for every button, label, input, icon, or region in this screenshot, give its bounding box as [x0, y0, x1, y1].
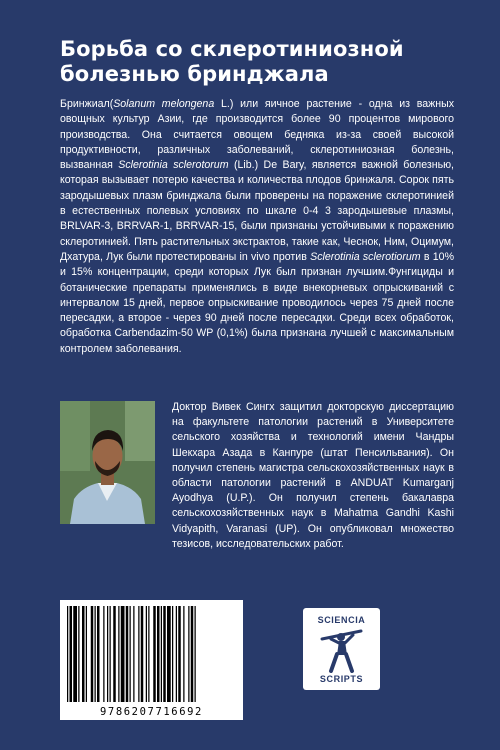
barcode-bars — [60, 600, 243, 705]
barcode-bar — [141, 606, 144, 702]
isbn-barcode — [60, 600, 243, 720]
barcode-bar — [161, 606, 162, 702]
barcode-bar — [183, 606, 184, 702]
barcode-bar — [126, 606, 129, 702]
author-photo — [60, 401, 155, 524]
barcode-bar — [133, 606, 134, 702]
barcode-bar — [78, 606, 79, 702]
barcode-bar — [138, 606, 139, 702]
abstract-latin-2: Sclerotinia sclerotorum — [118, 159, 229, 172]
barcode-bar — [157, 606, 160, 702]
author-bio: Доктор Вивек Сингх защитил докторскую диссертацию на факультете патологии растений в Университете сельского хозяйства и технологий имени Чандры Шекхара Азада в Канпуре (штат Пенсильвания). Он получил степень магистра сельскохозяйственных наук в области патологии растений в ANDUAT Kumarganj Ayodhya (U.P.). Он получил степень бакалавра сельскохозяйственных наук в Mahatma Gandhi Kashi Vidyapith, Varanasi (UP). Он опубликовал множество тезисов, исследовательских работ. — [172, 401, 454, 550]
barcode-bar — [70, 606, 73, 702]
barcode-bar — [178, 606, 181, 702]
barcode-bar — [67, 606, 68, 702]
barcode-bar — [195, 606, 196, 702]
barcode-bar — [146, 606, 147, 702]
barcode-bar — [95, 606, 96, 702]
author-portrait-illustration — [60, 401, 155, 524]
barcode-bar — [148, 606, 149, 702]
barcode-bar — [91, 606, 94, 702]
abstract-part-3: (Lib.) De Bary, является важной болезнью, которая вызывает потерю качества и количества плодов бринжаля. Сорок пять зародышевых плазм бринджала были проверены на поражение склеротинией в естественных полевых условиях по шкале 0-4 3 зародышевые плазмы, BRLVAR-3, BRRVAR-1, BRRVAR-15, были признаны устойчивыми к поражению склеротинией. Пять растительных экстрактов, такие как, Чеснок, Ним, Оцимум, Дхатура, Лук были протестированы in vivo против — [60, 159, 454, 263]
book-title: Борьба со склеротиниозной болезнью бринджала — [60, 37, 404, 86]
abstract-latin-3: Sclerotinia sclerotiorum — [310, 250, 421, 263]
publisher-name-bottom: SCRIPTS — [319, 674, 364, 684]
barcode-bar — [97, 606, 100, 702]
barcode-bar — [73, 606, 77, 702]
isbn-number: 9786207716692 — [100, 706, 203, 718]
barcode-bar — [163, 606, 166, 702]
barcode-bar — [107, 606, 108, 702]
barcode-bar — [118, 606, 119, 702]
barcode-bar — [172, 606, 173, 702]
publisher-name-top: SCIENCIA — [317, 615, 366, 625]
publisher-logo — [303, 608, 380, 690]
barcode-bar — [188, 606, 189, 702]
abstract-part-2: L.) или яичное растение - одна из важных овощных культур Азии, где производится более 90 процентов мирового производства. Она считается овощем бедняка из-за своей высокой продуктивности, различных заболеваний, склеротиниозная болезнь, вызванная — [60, 98, 454, 172]
book-abstract — [60, 97, 454, 357]
barcode-bar — [153, 606, 156, 702]
barcode-bar — [86, 606, 87, 702]
barcode-bar — [121, 606, 125, 702]
abstract-part-1: Бринжиал( — [60, 98, 114, 110]
barcode-bar — [167, 606, 171, 702]
barcode-bar — [103, 606, 104, 702]
barcode-bar — [176, 606, 177, 702]
barcode-bar — [191, 606, 194, 702]
barcode-bar — [110, 606, 111, 702]
barcode-bar — [113, 606, 116, 702]
publisher-figure-icon — [319, 627, 364, 673]
barcode-bar — [130, 606, 131, 702]
abstract-part-4: в 10% и 15% концентрации, среди которых Лук был признан лучшим.Фунгициды и ботанические препараты применялись в виде внекорневых опрыскиваний с интервалом 15 дней, первое опрыскивание проводилось через 75 дней после пересадки, а второе - через 90 дней после пересадки. Среди всех обработок, обработка Carbendazim-50 WP (0,1%) была признана лучшей с максимальным контролем заболевания. — [60, 250, 454, 355]
barcode-bar — [82, 606, 85, 702]
abstract-latin-1: Solanum melongena — [113, 98, 215, 110]
